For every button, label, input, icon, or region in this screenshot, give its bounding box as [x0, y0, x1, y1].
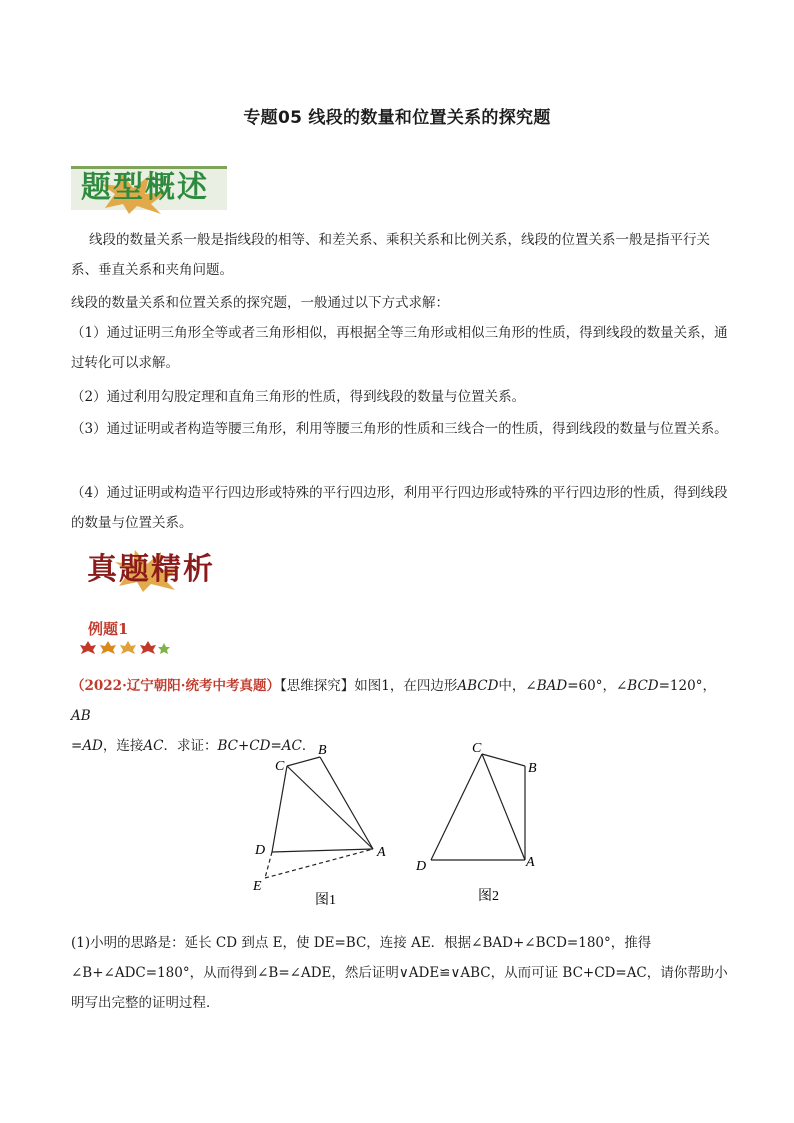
edge-cb — [482, 754, 525, 766]
vertex-label-b: B — [318, 743, 327, 758]
figure-1 — [245, 740, 425, 910]
edge-cb — [287, 757, 320, 766]
problem-text: ． — [301, 738, 316, 754]
angle-label: BCD — [627, 678, 659, 694]
edge-ca — [482, 754, 525, 860]
method-item-2: （2）通过利用勾股定理和直角三角形的性质，得到线段的数量与位置关系。 — [71, 389, 526, 405]
vertex-label-c: C — [275, 759, 285, 774]
vertex-label-a: A — [526, 855, 535, 870]
edge-de — [265, 852, 272, 878]
problem-text: ，连接 — [102, 738, 144, 754]
section-heading: 真题精析 — [87, 552, 215, 587]
figure-caption: 图2 — [478, 889, 499, 904]
edge-da — [272, 849, 373, 852]
page-title: 专题05 线段的数量和位置关系的探究题 — [243, 108, 551, 128]
edge-cd — [272, 766, 287, 852]
method-item-3: （3）通过证明或者构造等腰三角形，利用等腰三角形的性质和三线合一的性质，得到线段的数量与位置关系。 — [71, 421, 728, 437]
section-heading: 题型概述 — [81, 170, 209, 205]
intro-paragraph: 线段的数量关系一般是指线段的相等、和差关系、乘积关系和比例关系，线段的位置关系一般是指平行关系、垂直关系和夹角问题。 — [71, 232, 710, 278]
problem-text: 如图1，在四边形 — [354, 678, 458, 694]
problem-text: = — [71, 738, 83, 754]
intro-method: 线段的数量关系和位置关系的探究题，一般通过以下方式求解： — [71, 295, 449, 311]
question-1: (1)小明的思路是：延长 CD 到点 E，使 DE=BC，连接 AE．根据∠BAD+∠BCD=180°，推得∠B+∠ADC=180°，从而得到∠B=∠ADE，然后证明∨ADE≌∨ABC，从而可证 BC+CD=AC，请你帮助小明写出完整的证明过程． — [71, 935, 728, 1011]
problem-source: （2022·辽宁朝阳·统考中考真题） — [71, 678, 280, 694]
problem-tag: 【思维探究】 — [279, 678, 355, 694]
problem-text: ．求证： — [163, 738, 218, 754]
edge-cd — [431, 754, 482, 860]
quad-label: ABCD — [457, 678, 499, 694]
segment-label: AC — [143, 738, 164, 754]
method-item-1: （1）通过证明三角形全等或者三角形相似，再根据全等三角形或相似三角形的性质，得到线段的数量关系，通过转化可以求解。 — [71, 325, 728, 371]
problem-text: =120°， — [658, 678, 716, 694]
vertex-label-b: B — [528, 761, 537, 776]
edge-ea — [265, 849, 373, 878]
segment-label: AB — [71, 708, 91, 724]
section-banner-overview — [71, 166, 227, 210]
figure-2 — [410, 740, 560, 910]
example-label: 例题1 — [88, 620, 129, 638]
proof-goal: BC+CD=AC — [217, 738, 302, 754]
problem-text: =60°，∠ — [567, 678, 628, 694]
edge-ba — [320, 757, 373, 849]
vertex-label-d: D — [416, 859, 427, 874]
vertex-label-c: C — [472, 741, 482, 756]
leaf-decoration-icon — [80, 639, 170, 655]
vertex-label-a: A — [377, 845, 386, 860]
vertex-label-e: E — [253, 879, 262, 894]
figure-caption: 图1 — [315, 893, 336, 908]
method-item-4: （4）通过证明或构造平行四边形或特殊的平行四边形，利用平行四边形或特殊的平行四边形的性质，得到线段的数量与位置关系。 — [71, 485, 728, 531]
edge-ca — [287, 766, 373, 849]
vertex-label-d: D — [255, 843, 266, 858]
section-banner-analysis — [75, 546, 231, 590]
problem-text: 中，∠ — [498, 678, 537, 694]
angle-label: BAD — [536, 678, 568, 694]
segment-label: AD — [82, 738, 103, 754]
